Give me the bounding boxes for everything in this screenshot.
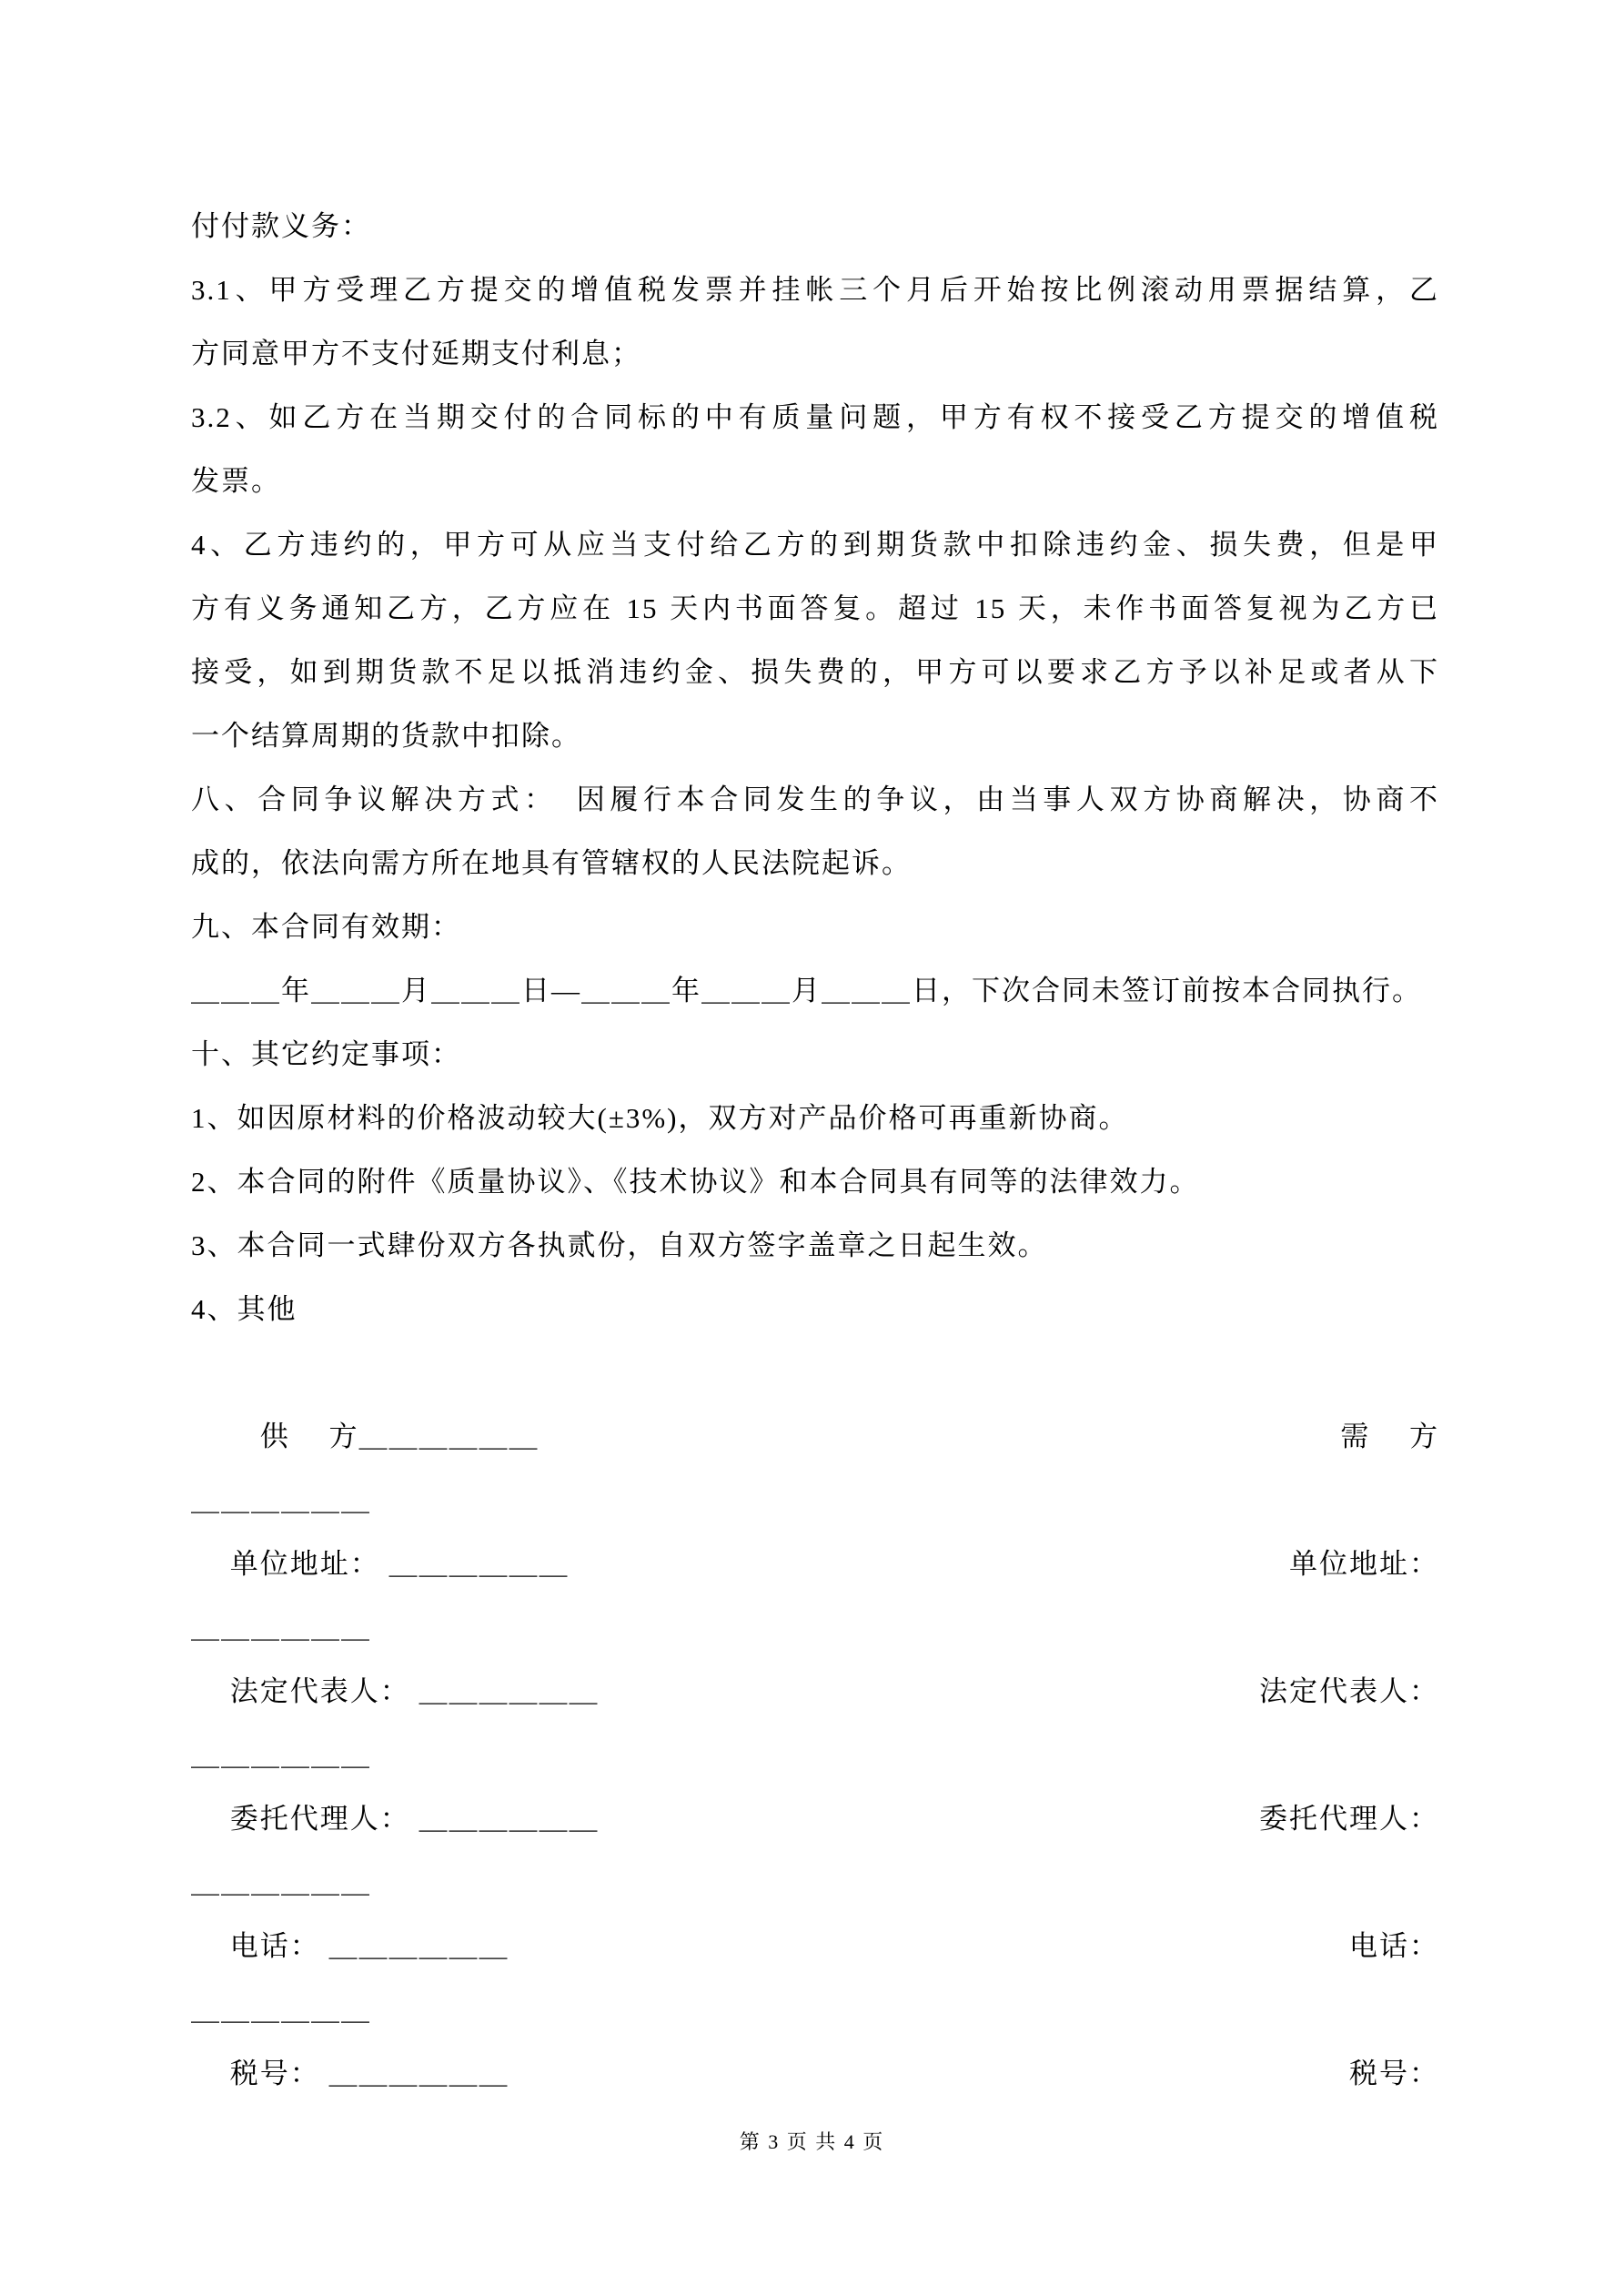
sig-wrap-underline-company-address: ＿＿＿＿＿＿ [191,1612,371,1644]
body-line-11: 九、本合同有效期： [191,911,461,943]
sig-right-supplier-party: 需 方 [1340,1421,1439,1452]
body-line-7: 接受，如到期货款不足以抵消违约金、损失费的，甲方可以要求乙方予以补足或者从下 [191,656,1439,688]
body-line-15: 2、本合同的附件《质量协议》、《技术协议》和本合同具有同等的法律效力。 [191,1166,1200,1198]
body-line-16: 3、本合同一式肆份双方各执贰份，自双方签字盖章之日起生效。 [191,1229,1048,1261]
page-footer [0,2129,1624,2156]
sig-wrap-underline-telephone: ＿＿＿＿＿＿ [191,1994,371,2026]
body-line-4: 发票。 [191,465,281,497]
body-line-10: 成的，依法向需方所在地具有管辖权的人民法院起诉。 [191,847,912,879]
sig-right-company-address: 单位地址： [1289,1548,1439,1580]
sig-left-entrusted-agent: 委托代理人： ＿＿＿＿＿＿ [191,1803,600,1835]
sig-left-tax-number: 税号： ＿＿＿＿＿＿ [191,2058,509,2089]
body-line-6: 方有义务通知乙方，乙方应在 15 天内书面答复。超过 15 天，未作书面答复视为乙方已 [191,592,1439,624]
sig-right-tax-number: 税号： [1349,2058,1439,2089]
sig-wrap-underline-entrusted-agent: ＿＿＿＿＿＿ [191,1866,371,1898]
body-line-14: 1、如因原材料的价格波动较大(±3%)，双方对产品价格可再重新协商。 [191,1102,1129,1134]
body-line-5: 4、乙方违约的，甲方可从应当支付给乙方的到期货款中扣除违约金、损失费，但是甲 [191,529,1439,561]
body-line-17: 4、其他 [191,1293,298,1325]
sig-wrap-underline-legal-representative: ＿＿＿＿＿＿ [191,1739,371,1771]
body-line-3: 3.2、如乙方在当期交付的合同标的中有质量问题，甲方有权不接受乙方提交的增值税 [191,401,1439,433]
body-line-9: 八、合同争议解决方式： 因履行本合同发生的争议，由当事人双方协商解决，协商不 [191,784,1439,815]
sig-left-supplier-party: 供 方＿＿＿＿＿＿ [191,1421,540,1452]
body-line-12: ＿＿＿年＿＿＿月＿＿＿日—＿＿＿年＿＿＿月＿＿＿日，下次合同未签订前按本合同执行。 [191,975,1422,1006]
sig-right-entrusted-agent: 委托代理人： [1259,1803,1439,1835]
sig-left-company-address: 单位地址： ＿＿＿＿＿＿ [191,1548,570,1580]
page-number-text: 第 3 页 共 4 页 [739,2130,885,2153]
body-line-13: 十、其它约定事项： [191,1038,461,1070]
sig-right-legal-representative: 法定代表人： [1259,1675,1439,1707]
body-line-2: 方同意甲方不支付延期支付利息； [191,338,641,369]
sig-right-telephone: 电话： [1349,1930,1439,1962]
sig-wrap-underline-supplier-party: ＿＿＿＿＿＿ [191,1484,371,1516]
body-line-8: 一个结算周期的货款中扣除。 [191,720,581,752]
body-line-1: 3.1、甲方受理乙方提交的增值税发票并挂帐三个月后开始按比例滚动用票据结算，乙 [191,274,1439,306]
body-line-0: 付付款义务： [191,210,371,242]
sig-left-legal-representative: 法定代表人： ＿＿＿＿＿＿ [191,1675,600,1707]
sig-left-telephone: 电话： ＿＿＿＿＿＿ [191,1930,509,1962]
